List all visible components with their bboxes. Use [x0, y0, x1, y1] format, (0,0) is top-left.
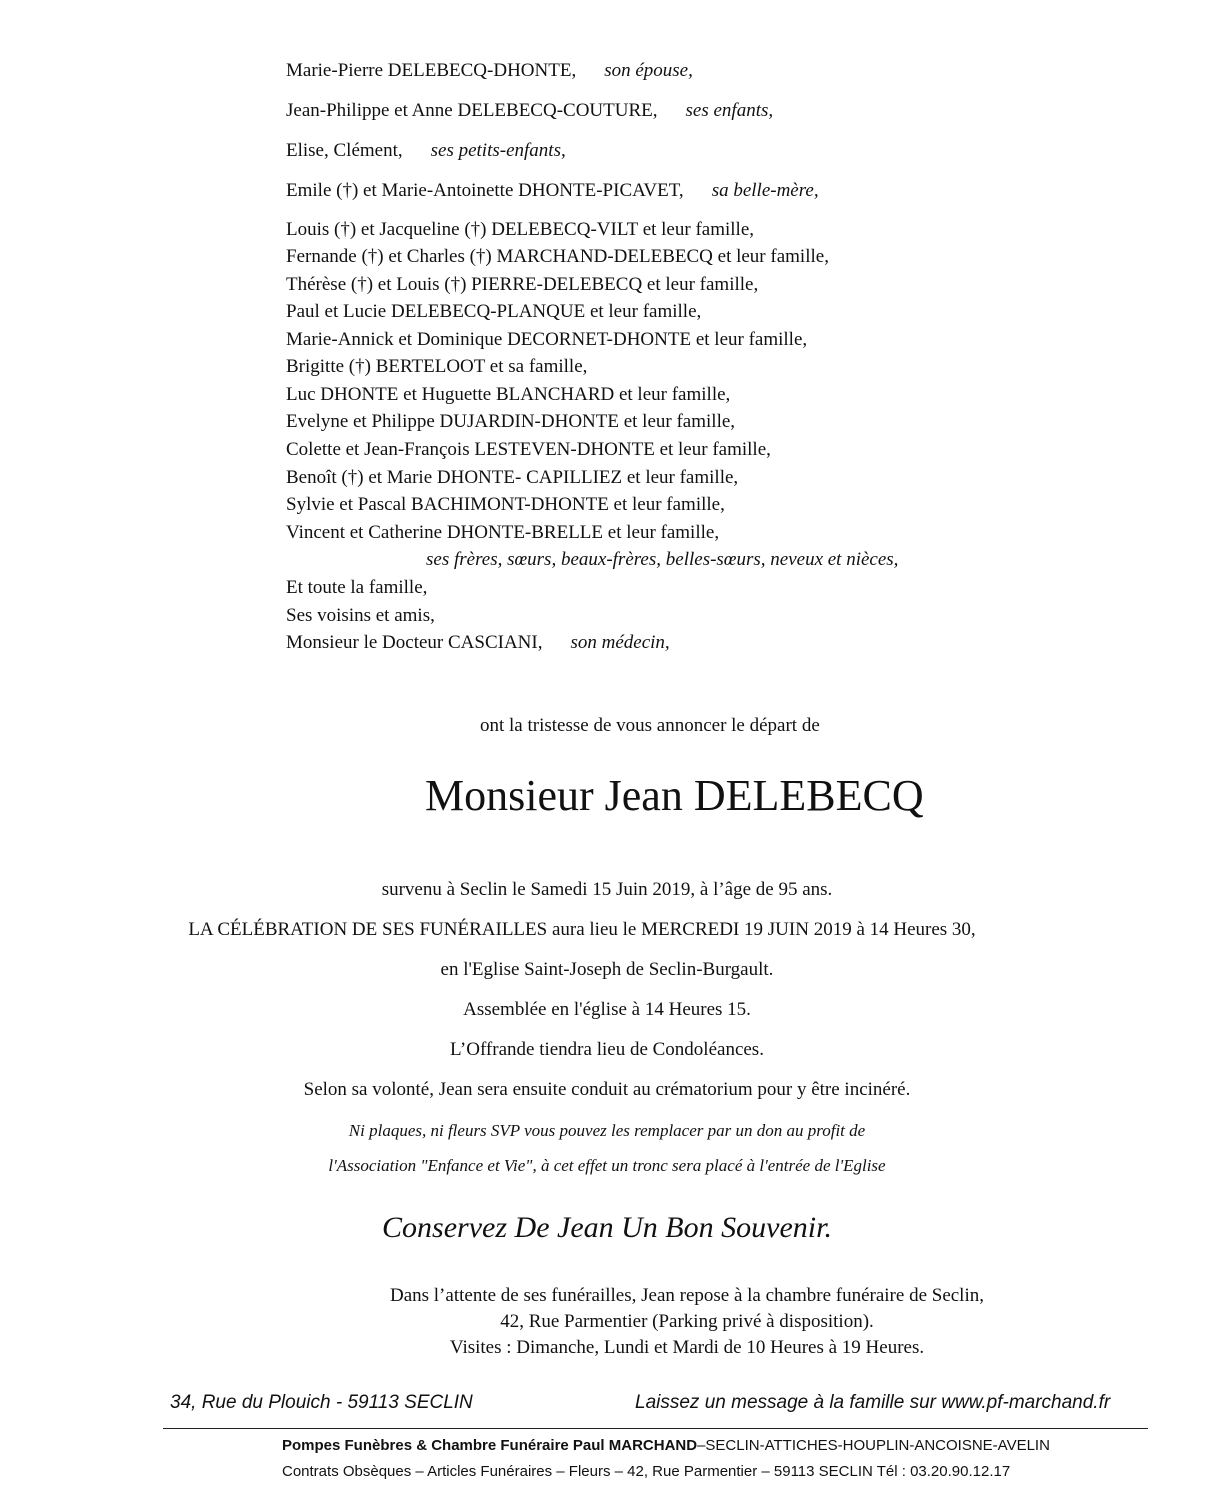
detail-text: LA CÉLÉBRATION DE SES FUNÉRAILLES aura lieu le MERCREDI 19 JUIN 2019 à 14 Heures 30, [188, 919, 976, 940]
sibling-line: Paul et Lucie DELEBECQ-PLANQUE et leur famille, [286, 301, 702, 322]
detail-line: Assemblée en l'église à 14 Heures 15. [463, 999, 751, 1020]
sibling-line: Brigitte (†) BERTELOOT et sa famille, [286, 356, 588, 377]
sibling-line: Fernande (†) et Charles (†) MARCHAND-DELEBECQ et leur famille, [286, 246, 829, 267]
remembrance-quote: Conservez De Jean Un Bon Souvenir. [382, 1211, 832, 1244]
sibling-line: Luc DHONTE et Huguette BLANCHARD et leur famille, [286, 384, 731, 405]
family-grandchildren [286, 140, 566, 162]
wife-role: son épouse, [604, 60, 693, 81]
notice-line: l'Association "Enfance et Vie", à cet effet un tronc sera placé à l'entrée de l'Eglise [328, 1156, 886, 1175]
sibling-line: Evelyne et Philippe DUJARDIN-DHONTE et leur famille, [286, 411, 736, 432]
visit-line: Visites : Dimanche, Lundi et Mardi de 10 Heures à 19 Heures. [449, 1337, 925, 1358]
notice-line: Ni plaques, ni fleurs SVP vous pouvez les remplacer par un don au profit de [348, 1121, 866, 1140]
company-name: Pompes Funèbres & Chambre Funéraire Paul MARCHAND [282, 1437, 698, 1454]
detail-line [0, 879, 1214, 901]
sibling-line: Louis (†) et Jacqueline (†) DELEBECQ-VILT et leur famille, [286, 219, 755, 240]
other-line: Et toute la famille, [286, 577, 428, 598]
grandchildren-name: Elise, Clément, [286, 140, 403, 161]
in-laws-name: Emile (†) et Marie-Antoinette DHONTE-PICAVET, [286, 180, 684, 201]
company-services: Contrats Obsèques – Articles Funéraires – Fleurs – 42, Rue Parmentier – 59113 SECLIN Tél : 03.20.90.12.17 [282, 1463, 1011, 1480]
in-laws-role: sa belle-mère, [711, 180, 819, 201]
sibling-line: Benoît (†) et Marie DHONTE- CAPILLIEZ et leur famille, [286, 467, 739, 488]
detail-line: en l'Eglise Saint-Joseph de Seclin-Burgault. [440, 959, 774, 980]
detail-line: L’Offrande tiendra lieu de Condoléances. [450, 1039, 764, 1060]
visit-line: Dans l’attente de ses funérailles, Jean repose à la chambre funéraire de Seclin, [389, 1285, 984, 1306]
detail-line: Selon sa volonté, Jean sera ensuite conduit au crématorium pour y être inciné​ré. [303, 1079, 911, 1100]
other-line: Ses voisins et amis, [286, 605, 435, 626]
company-line [282, 1437, 1050, 1454]
family-wife [286, 60, 693, 82]
sibling-line: Thérèse (†) et Louis (†) PIERRE-DELEBECQ et leur famille, [286, 274, 759, 295]
sibling-line: Sylvie et Pascal BACHIMONT-DHONTE et leur famille, [286, 494, 725, 515]
company-locations: –SECLIN-ATTICHES-HOUPLIN-ANCOISNE-AVELIN [697, 1437, 1050, 1454]
doctor-name: Monsieur le Docteur CASCIANI, [286, 632, 543, 653]
deceased-name: Monsieur Jean DELEBECQ [425, 771, 924, 820]
family-children [286, 100, 773, 122]
grandchildren-role: ses petits-enfants, [430, 140, 566, 161]
footer-message: Laissez un message à la famille sur www.pf-marchand.fr [635, 1392, 1111, 1413]
children-name: Jean-Philippe et Anne DELEBECQ-COUTURE, [286, 100, 658, 121]
detail-line [0, 919, 1214, 941]
family-doctor [286, 632, 670, 654]
sibling-line: Vincent et Catherine DHONTE-BRELLE et leur famille, [286, 522, 720, 543]
wife-name: Marie-Pierre DELEBECQ-DHONTE, [286, 60, 577, 81]
announcement-intro: ont la tristesse de vous annoncer le départ de [480, 715, 820, 736]
footer-divider [163, 1428, 1148, 1429]
siblings-role: ses frères, sœurs, beaux-frères, belles-sœurs, neveux et nièces, [426, 549, 899, 570]
children-role: ses enfants, [685, 100, 774, 121]
detail-text: survenu à Seclin le Samedi 15 Juin 2019, à l’âge de 95 ans. [381, 879, 833, 900]
footer-address: 34, Rue du Plouich - 59113 SECLIN [170, 1392, 473, 1413]
visit-line: 42, Rue Parmentier (Parking privé à disposition). [500, 1311, 874, 1332]
sibling-line: Colette et Jean-François LESTEVEN-DHONTE et leur famille, [286, 439, 771, 460]
doctor-role: son médecin, [570, 632, 670, 653]
sibling-line: Marie-Annick et Dominique DECORNET-DHONTE et leur famille, [286, 329, 808, 350]
family-in-laws [286, 180, 819, 202]
